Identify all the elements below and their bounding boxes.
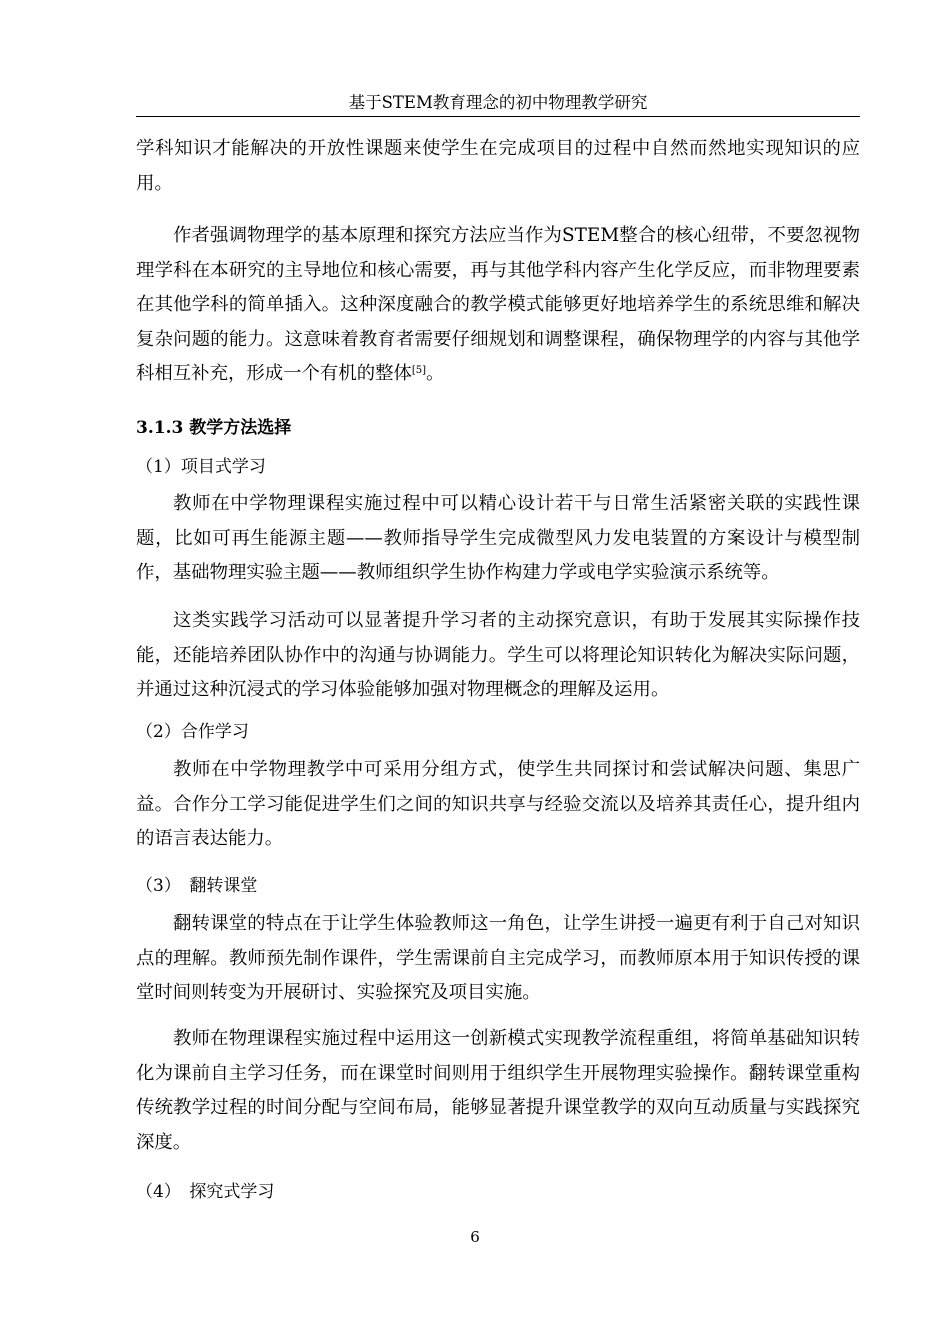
- paragraph-cooperative-learning: 教师在中学物理教学中可采用分组方式，使学生共同探讨和尝试解决问题、集思广益。合作分工学习能促进学生们之间的知识共享与经验交流以及培养其责任心，提升组内的语言表达能力。: [136, 759, 860, 849]
- running-header: 基于STEM教育理念的初中物理教学研究: [348, 93, 648, 112]
- paragraph-stem-core-end: 。: [426, 363, 445, 384]
- paragraph-continuation: 学科知识才能解决的开放性课题来使学生在完成项目的过程中自然而然地实现知识的应用。: [136, 138, 860, 194]
- subheading-inquiry-learning: （4） 探究式学习: [136, 1182, 275, 1202]
- page-number: 6: [470, 1228, 480, 1246]
- paragraph-flipped-implementation: 教师在物理课程实施过程中运用这一创新模式实现教学流程重组，将简单基础知识转化为课前自主学习任务，而在课堂时间则用于组织学生开展物理实验操作。翻转课堂重构传统教学过程的时间分配与空间布局，能够显著提升课堂教学的双向互动质量与实践探究深度。: [136, 1028, 860, 1153]
- paragraph-project-learning: 教师在中学物理课程实施过程中可以精心设计若干与日常生活紧密关联的实践性课题，比如可再生能源主题——教师指导学生完成微型风力发电装置的方案设计与模型制作，基础物理实验主题——教师组织学生协作构建力学或电学实验演示系统等。: [136, 493, 860, 583]
- section-heading: 3.1.3 教学方法选择: [136, 418, 292, 438]
- subheading-cooperative-learning: （2）合作学习: [136, 722, 249, 742]
- subheading-project-learning: （1）项目式学习: [136, 457, 266, 477]
- paragraph-flipped-classroom: 翻转课堂的特点在于让学生体验教师这一角色，让学生讲授一遍更有利于自己对知识点的理解。教师预先制作课件，学生需课前自主完成学习，而教师原本用于知识传授的课堂时间则转变为开展研讨、实验探究及项目实施。: [136, 913, 860, 1003]
- header-rule: [136, 116, 860, 117]
- paragraph-stem-core-text: 作者强调物理学的基本原理和探究方法应当作为STEM整合的核心纽带，不要忽视物理学科在本研究的主导地位和核心需要，再与其他学科内容产生化学反应，而非物理要素在其他学科的简单插入。这种深度融合的教学模式能够更好地培养学生的系统思维和解决复杂问题的能力。这意味着教育者需要仔细规划和调整课程，确保物理学的内容与其他学科相互补充，形成一个有机的整体: [136, 225, 860, 384]
- paragraph-stem-core: [136, 219, 860, 392]
- paragraph-practice-activity: 这类实践学习活动可以显著提升学习者的主动探究意识，有助于发展其实际操作技能，还能培养团队协作中的沟通与协调能力。学生可以将理论知识转化为解决实际问题，并通过这种沉浸式的学习体验能够加强对物理概念的理解及运用。: [136, 610, 860, 700]
- subheading-flipped-classroom: （3） 翻转课堂: [136, 876, 258, 896]
- citation-ref: [5]: [411, 365, 427, 376]
